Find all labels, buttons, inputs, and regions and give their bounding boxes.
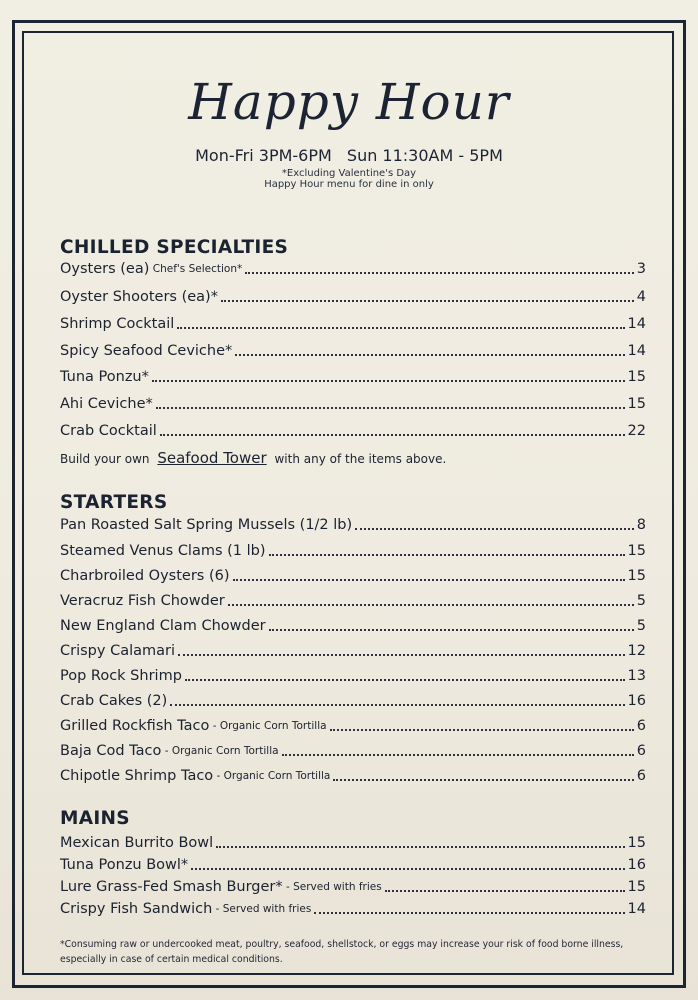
menu-item-price: 12 (627, 643, 646, 659)
menu-item-price: 15 (627, 568, 646, 584)
dot-leader (228, 604, 634, 606)
dot-leader (245, 272, 634, 274)
menu-item (60, 896, 646, 918)
menu-item-name: Crispy Calamari (60, 643, 175, 659)
menu-item-name: Ahi Ceviche* (60, 396, 153, 412)
menu-item-price: 6 (636, 768, 646, 784)
menu-item-price: 6 (636, 743, 646, 759)
dot-leader (233, 579, 625, 581)
menu-item-price: 8 (636, 517, 646, 533)
menu-item-description: Chef's Selection* (149, 263, 243, 275)
menu-item (60, 588, 646, 610)
menu-item (60, 663, 646, 685)
menu-item-name: Lure Grass-Fed Smash Burger* (60, 879, 283, 895)
dot-leader (178, 654, 625, 656)
menu-item-price: 5 (636, 618, 646, 634)
menu-item (60, 418, 646, 440)
menu-item (60, 738, 646, 760)
menu-title: Happy Hour (188, 73, 510, 131)
weekday-hours: Mon-Fri 3PM-6PM (195, 146, 332, 165)
dot-leader (314, 912, 624, 914)
menu-item (60, 613, 646, 635)
menu-item-name: Spicy Seafood Ceviche* (60, 343, 233, 359)
seafood-tower-link: Seafood Tower (157, 449, 267, 467)
menu-item-description: - Organic Corn Tortilla (213, 770, 331, 782)
dot-leader (355, 528, 634, 530)
menu-item (60, 256, 646, 278)
menu-item (60, 852, 646, 874)
menu-item-name: Veracruz Fish Chowder (60, 593, 225, 609)
dot-leader (216, 846, 624, 848)
dot-leader (191, 868, 624, 870)
menu-item-name: New England Clam Chowder (60, 618, 266, 634)
menu-item-name: Mexican Burrito Bowl (60, 835, 214, 851)
food-safety-footnote: *Consuming raw or undercooked meat, poultry, seafood, shellstock, or eggs may increase your risk of food borne illness, especially in case of certain medical conditions. (60, 939, 624, 965)
sunday-hours: Sun 11:30AM - 5PM (346, 146, 503, 165)
menu-item-name: Tuna Ponzu Bowl* (60, 857, 189, 873)
menu-item-price: 4 (636, 289, 646, 305)
menu-item-name: Chipotle Shrimp Taco (60, 768, 214, 784)
menu-item-name: Steamed Venus Clams (1 lb) (60, 543, 266, 559)
menu-item-name: Crab Cakes (2) (60, 693, 168, 709)
menu-item (60, 391, 646, 413)
dot-leader (333, 779, 633, 781)
menu-item (60, 338, 646, 360)
menu-item (60, 763, 646, 785)
menu-item-name: Baja Cod Taco (60, 743, 162, 759)
menu-item-name: Grilled Rockfish Taco (60, 718, 210, 734)
section-title-mains: MAINS (60, 808, 130, 829)
menu-item (60, 364, 646, 386)
menu-item-price: 14 (627, 901, 646, 917)
menu-item-description: - Served with fries (282, 881, 382, 893)
seafood-tower-note (60, 448, 446, 469)
menu-item-description: - Organic Corn Tortilla (209, 720, 327, 732)
menu-item-name: Tuna Ponzu* (60, 369, 149, 385)
dot-leader (170, 704, 624, 706)
menu-item (60, 638, 646, 660)
dot-leader (221, 300, 634, 302)
dot-leader (269, 554, 625, 556)
dot-leader (235, 354, 624, 356)
menu-item-name: Shrimp Cocktail (60, 316, 175, 332)
menu-item-price: 15 (627, 369, 646, 385)
menu-item-price: 15 (627, 396, 646, 412)
dot-leader (156, 407, 625, 409)
menu-item-name: Pop Rock Shrimp (60, 668, 182, 684)
menu-item-price: 6 (636, 718, 646, 734)
menu-item-price: 14 (627, 343, 646, 359)
menu-item-name: Pan Roasted Salt Spring Mussels (1/2 lb) (60, 517, 353, 533)
menu-item-price: 5 (636, 593, 646, 609)
dot-leader (160, 434, 625, 436)
menu-item (60, 284, 646, 306)
dot-leader (152, 380, 625, 382)
menu-item-name: Crispy Fish Sandwich (60, 901, 213, 917)
menu-item (60, 538, 646, 560)
menu-item-price: 16 (627, 693, 646, 709)
menu-item (60, 688, 646, 710)
menu-item-name: Crab Cocktail (60, 423, 157, 439)
valentines-note: *Excluding Valentine's Day (281, 168, 417, 179)
tower-suffix: with any of the items above. (274, 452, 447, 466)
dot-leader (185, 679, 625, 681)
menu-item (60, 512, 646, 534)
menu-item (60, 830, 646, 852)
menu-item-price: 15 (627, 543, 646, 559)
menu-item-name: Oyster Shooters (ea)* (60, 289, 218, 305)
menu-item-price: 22 (627, 423, 646, 439)
menu-item-price: 14 (627, 316, 646, 332)
dine-in-note: Happy Hour menu for dine in only (264, 179, 434, 190)
happy-hour-times (0, 146, 698, 166)
menu-item-price: 3 (636, 261, 646, 277)
dot-leader (385, 890, 625, 892)
menu-item-description: - Organic Corn Tortilla (161, 745, 279, 757)
menu-item (60, 874, 646, 896)
dot-leader (282, 754, 634, 756)
menu-item-price: 15 (627, 879, 646, 895)
dot-leader (330, 729, 634, 731)
menu-item-name: Oysters (ea) (60, 261, 150, 277)
menu-item-price: 16 (627, 857, 646, 873)
tower-prefix: Build your own (60, 452, 150, 466)
dot-leader (269, 629, 634, 631)
menu-item-description: - Served with fries (212, 903, 312, 915)
menu-item (60, 713, 646, 735)
section-title-chilled: CHILLED SPECIALTIES (60, 237, 289, 258)
section-title-starters: STARTERS (60, 492, 168, 513)
menu-item-price: 13 (627, 668, 646, 684)
menu-item-name: Charbroiled Oysters (6) (60, 568, 230, 584)
dot-leader (177, 327, 624, 329)
menu-item (60, 563, 646, 585)
menu-item (60, 311, 646, 333)
menu-item-price: 15 (627, 835, 646, 851)
